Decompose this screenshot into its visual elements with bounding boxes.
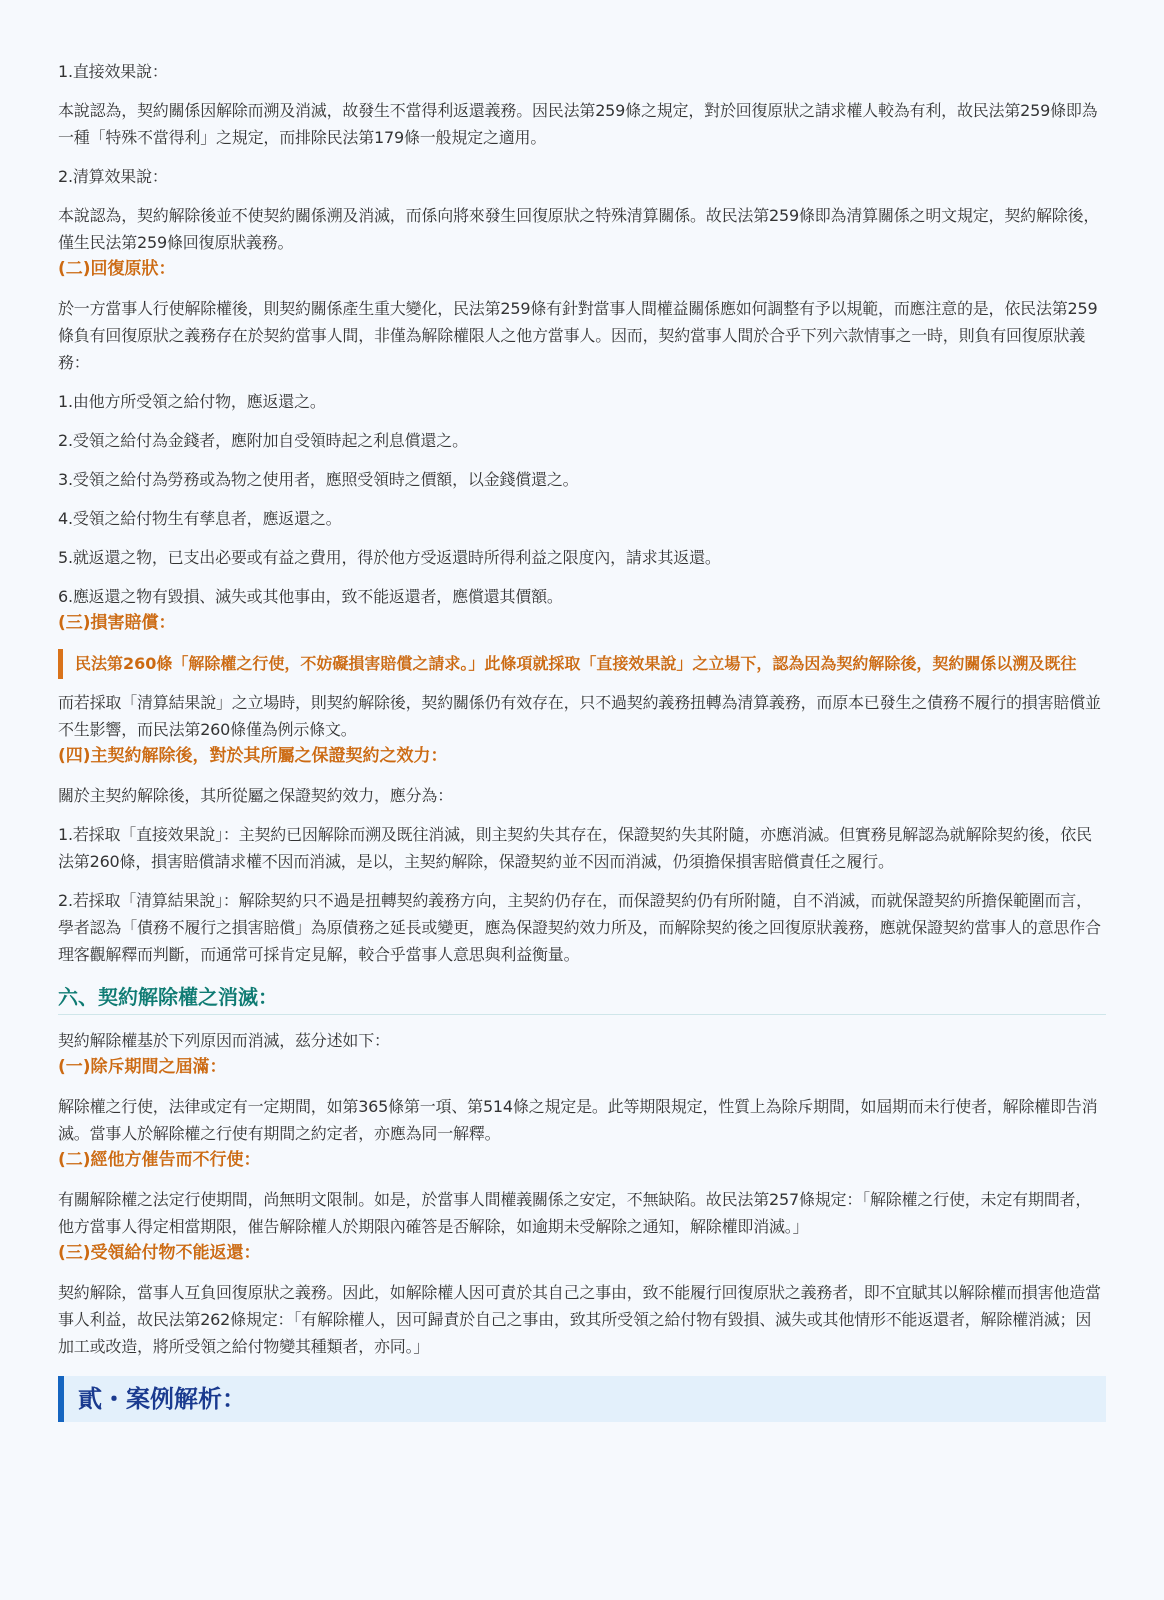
restore-item: 5.就返還之物，已支出必要或有益之費用，得於他方受返還時所得利益之限度內，請求其返還。 bbox=[58, 548, 721, 567]
theory-settlement-body: 本說認為，契約解除後並不使契約關係溯及消滅，而係向將來發生回復原狀之特殊清算關係。故民法第259條即為清算關係之明文規定，契約解除後，僅生民法第259條回復原狀義務。 bbox=[58, 206, 1100, 252]
noreturn-heading: (三)受領給付物不能返還： bbox=[58, 1243, 261, 1263]
noreturn-body: 契約解除，當事人互負回復原狀之義務。因此，如解除權人因可責於其自己之事由，致不能履行回復原狀之義務者，即不宜賦其以解除權而損害他造當事人利益，故民法第262條規定：「有解除權人，因可歸責於自己之事由，致其所受領之給付物有毀損、滅失或其他情形不能返還者，解除權消滅；因加工或改造，將所受領之給付物變其種類者，亦同。」 bbox=[58, 1283, 1101, 1356]
period-body: 解除權之行使，法律或定有一定期間，如第365條第一項、第514條之規定是。此等期限規定，性質上為除斥期間，如屆期而未行使者，解除權即告消滅。當事人於解除權之行使有期間之約定者，亦應為同一解釋。 bbox=[58, 1097, 1098, 1143]
restore-heading: (二)回復原狀： bbox=[58, 259, 176, 279]
section-heading-extinction: 六、契約解除權之消滅： bbox=[58, 982, 1106, 1015]
restore-intro: 於一方當事人行使解除權後，則契約關係產生重大變化，民法第259條有針對當事人間權益關係應如何調整有予以規範，而應注意的是，依民法第259條負有回復原狀之義務存在於契約當事人間，非僅為解除權限人之他方當事人。因而，契約當事人間於合乎下列六款情事之一時，則負有回復原狀義務： bbox=[58, 299, 1098, 372]
guarantee-intro: 關於主契約解除後，其所從屬之保證契約效力，應分為： bbox=[58, 786, 454, 805]
theory-direct-body: 本說認為，契約關係因解除而溯及消滅，故發生不當得利返還義務。因民法第259條之規定，對於回復原狀之請求權人較為有利，故民法第259條即為一種「特殊不當得利」之規定，而排除民法第179條一般規定之適用。 bbox=[58, 101, 1098, 147]
damages-callout: 民法第260條「解除權之行使，不妨礙損害賠償之請求。」此條項就採取「直接效果說」之立場下，認為因為契約解除後，契約關係以溯及既往 bbox=[58, 649, 1164, 679]
extinction-intro: 契約解除權基於下列原因而消滅，茲分述如下： bbox=[58, 1031, 390, 1050]
part-heading-case-analysis: 貳・案例解析： bbox=[58, 1376, 1106, 1422]
guarantee-item-direct: 1.若採取「直接效果說」：主契約已因解除而溯及既往消滅，則主契約失其存在，保證契約失其附隨，亦應消滅。但實務見解認為就解除契約後，依民法第260條，損害賠償請求權不因而消滅，是以，主契約解除，保證契約並不因而消滅，仍須擔保損害賠償責任之履行。 bbox=[58, 825, 1092, 871]
theory-settlement-title: 2.清算效果說： bbox=[58, 167, 168, 186]
restore-item: 3.受領之給付為勞務或為物之使用者，應照受領時之價額，以金錢償還之。 bbox=[58, 470, 579, 489]
theory-direct-title: 1.直接效果說： bbox=[58, 62, 168, 81]
guarantee-item-settlement: 2.若採取「清算結果說」：解除契約只不過是扭轉契約義務方向，主契約仍存在，而保證契約仍有所附隨，自不消滅，而就保證契約所擔保範圍而言，學者認為「債務不履行之損害賠償」為原債務之延長或變更，應為保證契約效力所及，而解除契約後之回復原狀義務，應就保證契約當事人的意思作合理客觀解釋而判斷，而通常可採肯定見解，較合乎當事人意思與利益衡量。 bbox=[58, 891, 1101, 964]
damages-heading: (三)損害賠償： bbox=[58, 613, 176, 633]
demand-body: 有關解除權之法定行使期間，尚無明文限制。如是，於當事人間權義關係之安定，不無缺陷。故民法第257條規定：「解除權之行使，未定有期間者，他方當事人得定相當期限，催告解除權人於期限內確答是否解除，如逾期未受解除之通知，解除權即消滅。」 bbox=[58, 1190, 1092, 1236]
restore-item: 2.受領之給付為金錢者，應附加自受領時起之利息償還之。 bbox=[58, 431, 468, 450]
restore-item: 4.受領之給付物生有孳息者，應返還之。 bbox=[58, 509, 342, 528]
document-content bbox=[58, 58, 1106, 1422]
demand-heading: (二)經他方催告而不行使： bbox=[58, 1150, 261, 1170]
guarantee-heading: (四)主契約解除後，對於其所屬之保證契約之效力： bbox=[58, 746, 448, 766]
restore-item: 6.應返還之物有毀損、滅失或其他事由，致不能返還者，應償還其價額。 bbox=[58, 587, 563, 606]
restore-item: 1.由他方所受領之給付物，應返還之。 bbox=[58, 392, 326, 411]
period-heading: (一)除斥期間之屆滿： bbox=[58, 1057, 227, 1077]
damages-body: 而若採取「清算結果說」之立場時，則契約解除後，契約關係仍有效存在，只不過契約義務扭轉為清算義務，而原本已發生之債務不履行的損害賠償並不生影響，而民法第260條僅為例示條文。 bbox=[58, 693, 1101, 739]
